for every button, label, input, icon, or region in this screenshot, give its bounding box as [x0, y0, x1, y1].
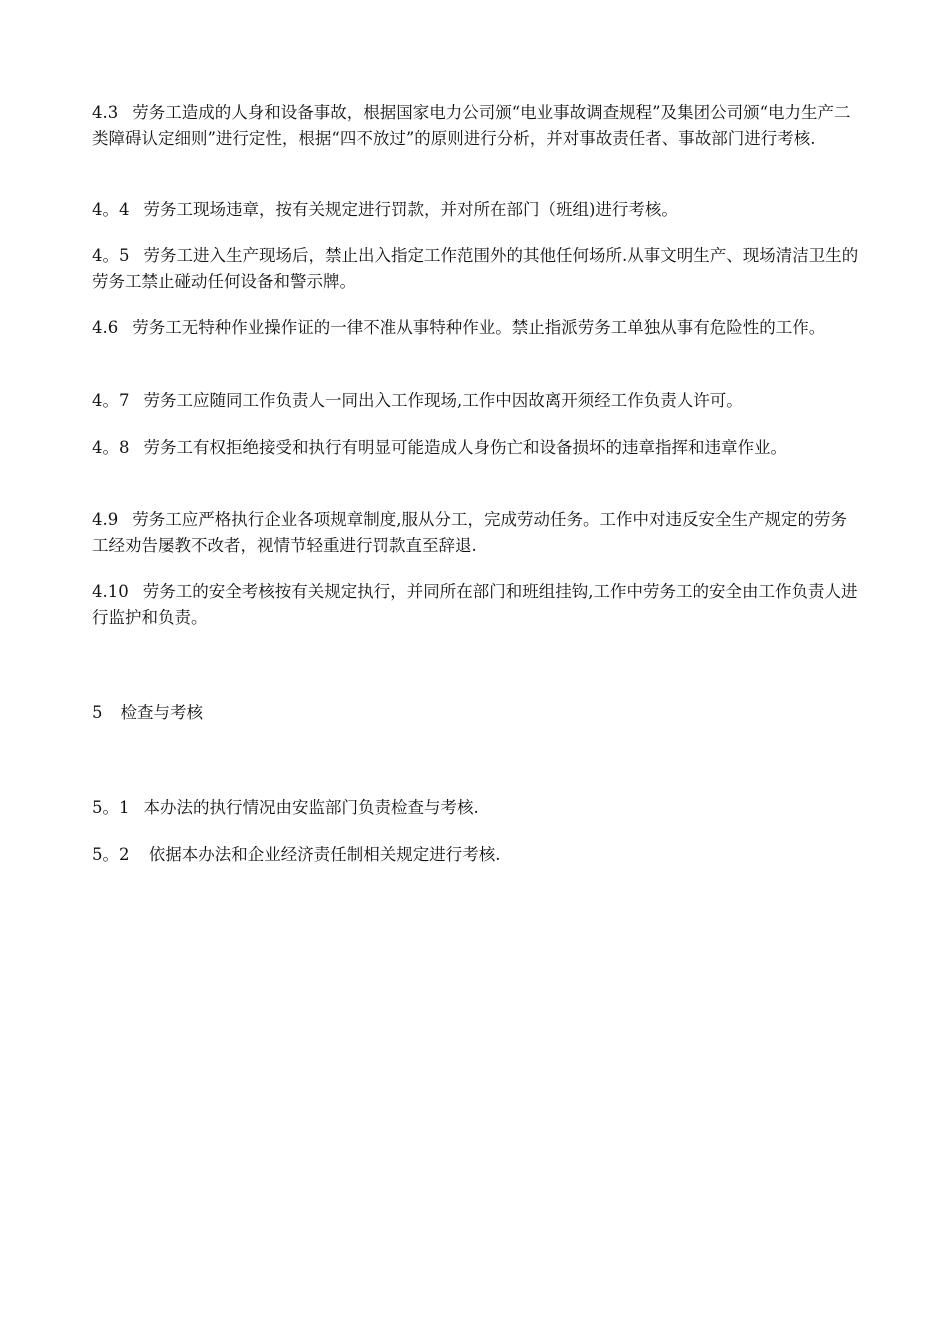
section-number: 5	[92, 703, 103, 722]
clause-4-4	[92, 197, 860, 223]
clause-text: 劳务工进入生产现场后，禁止出入指定工作范围外的其他任何场所.从事文明生产、现场清洁卫生的劳务工禁止碰动任何设备和警示牌。	[92, 246, 859, 291]
clause-number: 4。8	[92, 438, 130, 457]
clause-number: 4。5	[92, 246, 130, 265]
clause-text: 劳务工的安全考核按有关规定执行，并同所在部门和班组挂钩,工作中劳务工的安全由工作负责人进行监护和负责。	[92, 582, 858, 627]
clause-text: 劳务工现场违章，按有关规定进行罚款，并对所在部门（班组)进行考核。	[143, 200, 678, 219]
clause-number: 4。7	[92, 391, 130, 410]
clause-text: 劳务工造成的人身和设备事故，根据国家电力公司颁“电业事故调查规程”及集团公司颁“电力生产二类障碍认定细则”进行定性，根据“四不放过”的原则进行分析，并对事故责任者、事故部门进行考核.	[92, 103, 851, 148]
clause-4-10	[92, 579, 860, 631]
clause-number: 4.3	[92, 103, 119, 122]
clause-4-6	[92, 315, 860, 341]
clause-number: 4.9	[92, 510, 119, 529]
clause-text: 依据本办法和企业经济责任制相关规定进行考核.	[143, 845, 501, 864]
clause-text: 劳务工无特种作业操作证的一律不准从事特种作业。禁止指派劳务工单独从事有危险性的工作。	[132, 318, 826, 337]
section-title: 检查与考核	[120, 703, 203, 722]
clause-text: 劳务工应随同工作负责人一同出入工作现场,工作中因故离开须经工作负责人许可。	[143, 391, 743, 410]
clause-5-2	[92, 842, 860, 868]
clause-number: 5。1	[92, 798, 130, 817]
clause-4-8	[92, 435, 860, 461]
clause-number: 5。2	[92, 845, 130, 864]
clause-4-7	[92, 388, 860, 414]
clause-4-5	[92, 243, 860, 295]
clause-number: 4.10	[92, 582, 129, 601]
clause-text: 本办法的执行情况由安监部门负责检查与考核.	[143, 798, 479, 817]
clause-number: 4.6	[92, 318, 119, 337]
clause-4-9	[92, 507, 860, 559]
clause-text: 劳务工应严格执行企业各项规章制度,服从分工，完成劳动任务。工作中对违反安全生产规定的劳务工经劝告屡教不改者，视情节轻重进行罚款直至辞退.	[92, 510, 847, 555]
clause-5-1	[92, 795, 860, 821]
clause-number: 4。4	[92, 200, 130, 219]
clause-text: 劳务工有权拒绝接受和执行有明显可能造成人身伤亡和设备损坏的违章指挥和违章作业。	[143, 438, 787, 457]
clause-4-3	[92, 100, 860, 152]
section-5-heading	[92, 700, 203, 726]
